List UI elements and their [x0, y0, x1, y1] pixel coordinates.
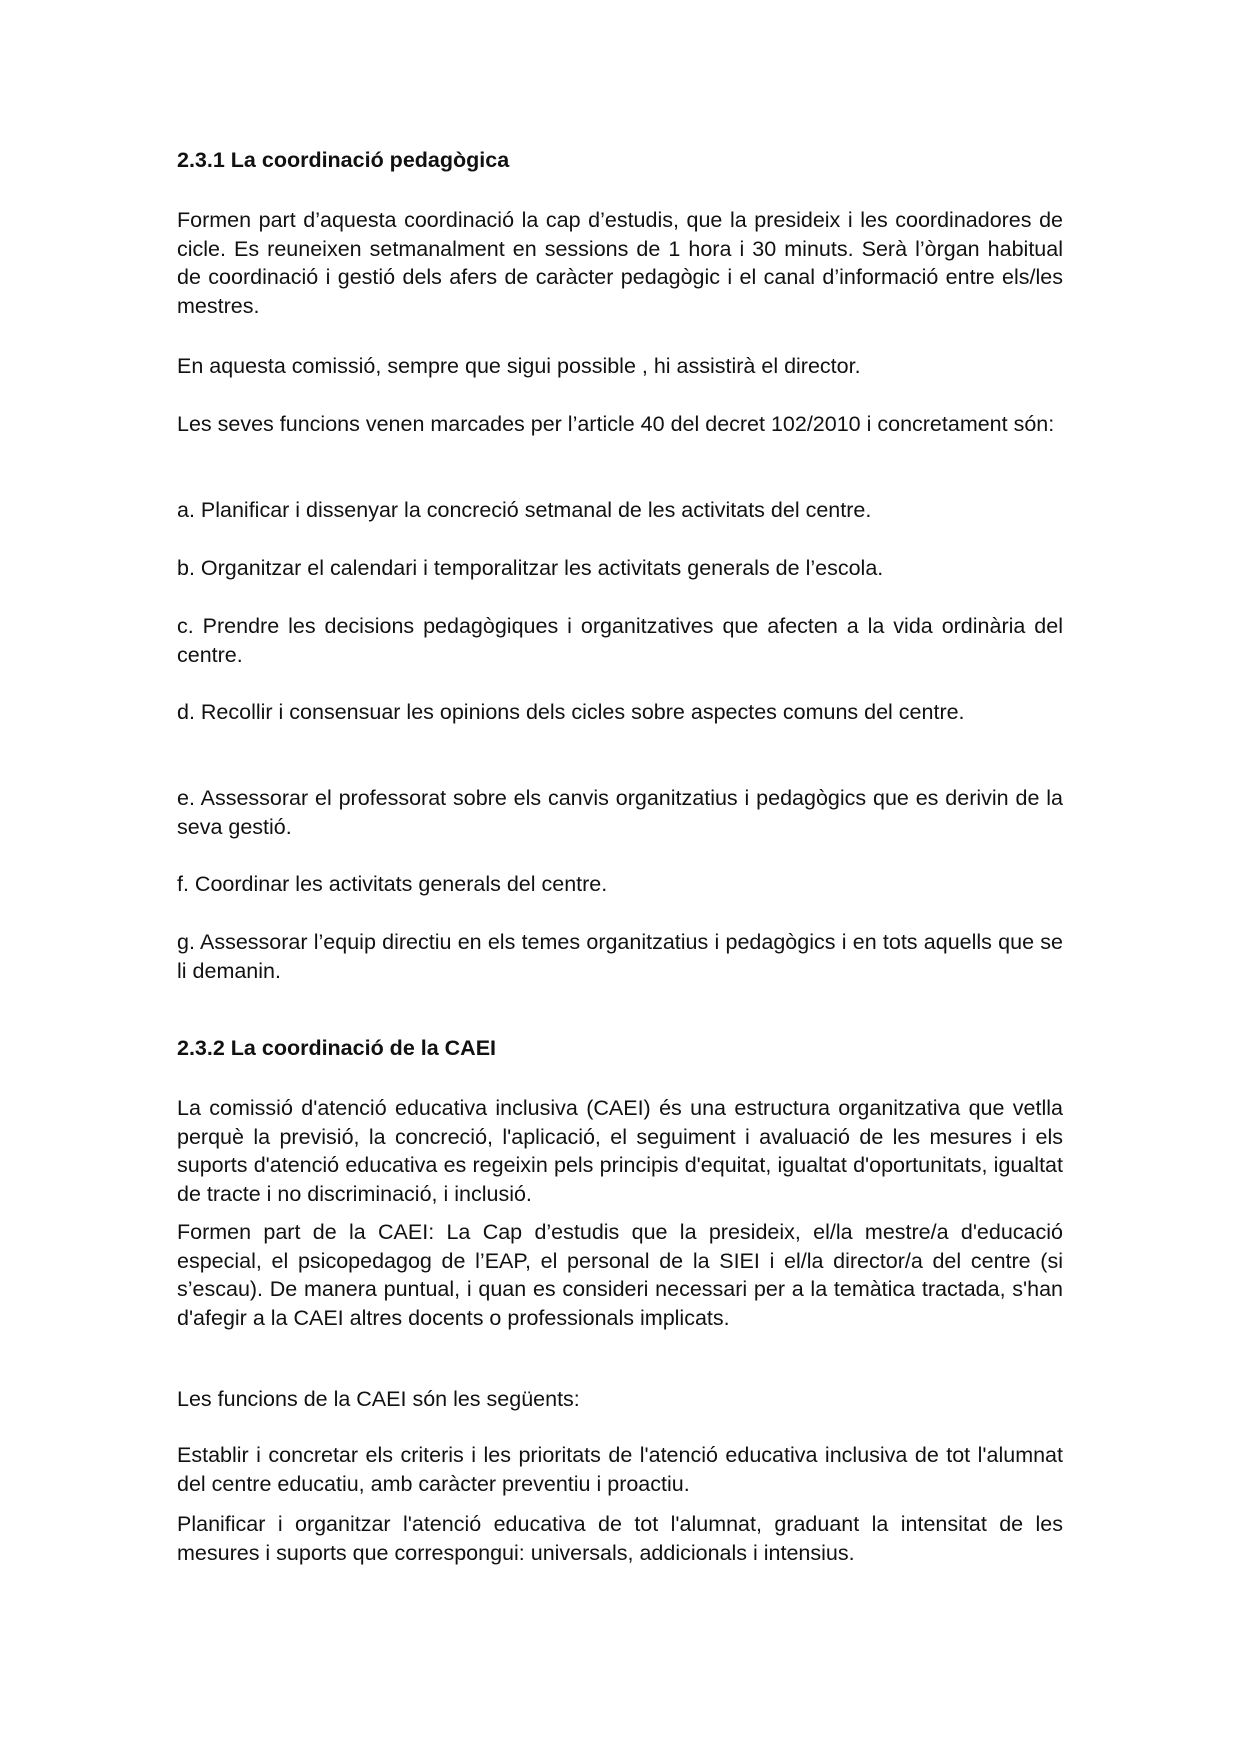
section-heading-coordinacio-caei: 2.3.2 La coordinació de la CAEI [177, 1036, 497, 1060]
paragraph-caei-definition: La comissió d'atenció educativa inclusiva (CAEI) és una estructura organitzativa que vetlla perquè la previsió, la concreció, l'aplicació, el seguiment i avaluació de les mesures i els suports d'atenció educativa es regeixin pels principis d'equitat, igualtat d'oportunitats, igualtat de tracte i no discriminació, i inclusió. [177, 1096, 1063, 1206]
section-heading-coordinacio-pedagogica: 2.3.1 La coordinació pedagògica [177, 148, 510, 172]
paragraph-director-attendance: En aquesta comissió, sempre que sigui possible , hi assistirà el director. [177, 354, 861, 378]
function-item-e: e. Assessorar el professorat sobre els canvis organitzatius i pedagògics que es derivin de la seva gestió. [177, 786, 1063, 839]
caei-function-criteria: Establir i concretar els criteris i les prioritats de l'atenció educativa inclusiva de tot l'alumnat del centre educatiu, amb caràcter preventiu i proactiu. [177, 1443, 1063, 1496]
paragraph-caei-functions-intro: Les funcions de la CAEI són les següents: [177, 1387, 580, 1411]
paragraph-caei-members: Formen part de la CAEI: La Cap d’estudis que la presideix, el/la mestre/a d'educació especial, el psicopedagog de l’EAP, el personal de la SIEI i el/la director/a del centre (si s’escau). De manera puntual, i quan es consideri necessari per a la temàtica tractada, s'han d'afegir a la CAEI altres docents o professionals implicats. [177, 1220, 1063, 1330]
function-item-b: b. Organitzar el calendari i temporalitzar les activitats generals de l’escola. [177, 556, 884, 580]
function-item-a: a. Planificar i dissenyar la concreció setmanal de les activitats del centre. [177, 498, 872, 522]
paragraph-composition: Formen part d’aquesta coordinació la cap d’estudis, que la presideix i les coordinadores de cicle. Es reuneixen setmanalment en sessions de 1 hora i 30 minuts. Serà l’òrgan habitual de coordinació i gestió dels afers de caràcter pedagògic i el canal d’informació entre els/les mestres. [177, 208, 1063, 318]
caei-function-planning: Planificar i organitzar l'atenció educativa de tot l'alumnat, graduant la intensitat de les mesures i suports que correspongui: universals, addicionals i intensius. [177, 1512, 1063, 1565]
function-item-g: g. Assessorar l’equip directiu en els temes organitzatius i pedagògics i en tots aquells que se li demanin. [177, 930, 1063, 983]
function-item-f: f. Coordinar les activitats generals del centre. [177, 872, 608, 896]
paragraph-functions-intro: Les seves funcions venen marcades per l’article 40 del decret 102/2010 i concretament són: [177, 412, 1055, 436]
function-item-d: d. Recollir i consensuar les opinions dels cicles sobre aspectes comuns del centre. [177, 700, 965, 724]
function-item-c: c. Prendre les decisions pedagògiques i organitzatives que afecten a la vida ordinària del centre. [177, 614, 1063, 667]
